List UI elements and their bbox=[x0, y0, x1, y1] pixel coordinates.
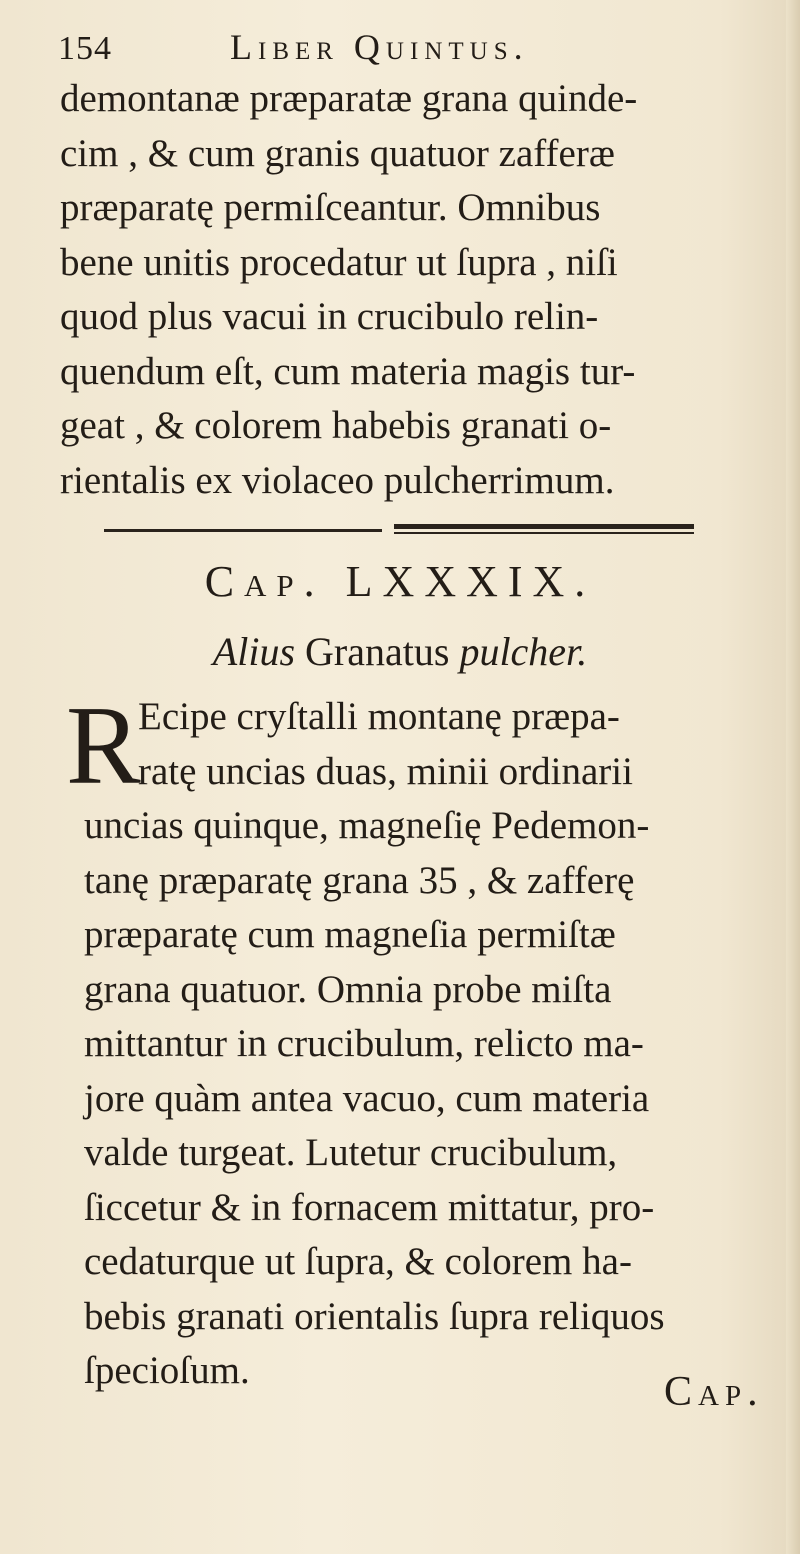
rule-left-segment bbox=[104, 529, 382, 532]
text-line: præparatę cum magneſia permiſtæ bbox=[84, 913, 616, 956]
recipe-first-lines bbox=[138, 690, 774, 799]
text-line: ſiccetur & in fornacem mittatur, pro- bbox=[84, 1185, 655, 1229]
text-line: præparatę permiſceantur. Omnibus bbox=[60, 186, 601, 229]
chapter-heading bbox=[0, 556, 800, 607]
chapter-label: Cap. bbox=[204, 557, 325, 606]
text-line: mittantur in crucibulum, relicto ma- bbox=[84, 1022, 644, 1065]
recipe-paragraph bbox=[84, 799, 774, 1399]
text-line: Ecipe cryſtalli montanę præpa- bbox=[138, 695, 620, 738]
text-line: geat , & colorem habebis granati o- bbox=[60, 404, 612, 447]
text-line: tanę præparatę grana 35 , & zafferę bbox=[84, 858, 635, 902]
rule-right-thin-segment bbox=[394, 532, 694, 534]
text-line: quendum eſt, cum materia magis tur- bbox=[60, 349, 636, 393]
page-edge bbox=[786, 0, 800, 1554]
text-line: demontanæ præparatæ grana quinde- bbox=[60, 77, 638, 120]
text-line: jore quàm antea vacuo, cum materia bbox=[84, 1076, 650, 1120]
text-line: valde turgeat. Lutetur crucibulum, bbox=[84, 1131, 618, 1174]
running-title: Liber Quintus. bbox=[230, 27, 529, 67]
rule-right-thick-segment bbox=[394, 524, 694, 529]
text-line: rientalis ex violaceo pulcherrimum. bbox=[60, 458, 615, 502]
page-header bbox=[58, 22, 758, 72]
text-line: bene unitis procedatur ut ſupra , niſi bbox=[60, 240, 618, 284]
subtitle-italic-end: pulcher. bbox=[459, 629, 588, 674]
text-line: ſpecioſum. bbox=[84, 1349, 250, 1392]
section-divider-rule bbox=[104, 523, 694, 537]
text-line: bebis granati orientalis ſupra reliquos bbox=[84, 1294, 665, 1338]
chapter-subtitle bbox=[0, 628, 800, 675]
subtitle-plain: Granatus bbox=[305, 629, 450, 674]
catchword: Cap. bbox=[664, 1369, 764, 1415]
chapter-number: LXXXIX. bbox=[345, 557, 596, 606]
text-line: ratę uncias duas, minii ordinarii bbox=[138, 749, 633, 793]
subtitle-italic-start: Alius bbox=[212, 629, 296, 674]
text-line: quod plus vacui in crucibulo relin- bbox=[60, 295, 599, 338]
drop-capital: R bbox=[66, 684, 141, 808]
page-number: 154 bbox=[58, 30, 112, 67]
text-line: cim , & cum granis quatuor zafferæ bbox=[60, 131, 615, 175]
text-line: uncias quinque, magneſię Pedemon- bbox=[84, 804, 650, 847]
text-line: grana quatuor. Omnia probe miſta bbox=[84, 967, 612, 1011]
text-line: cedaturque ut ſupra, & colorem ha- bbox=[84, 1240, 632, 1283]
top-paragraph bbox=[60, 72, 768, 508]
